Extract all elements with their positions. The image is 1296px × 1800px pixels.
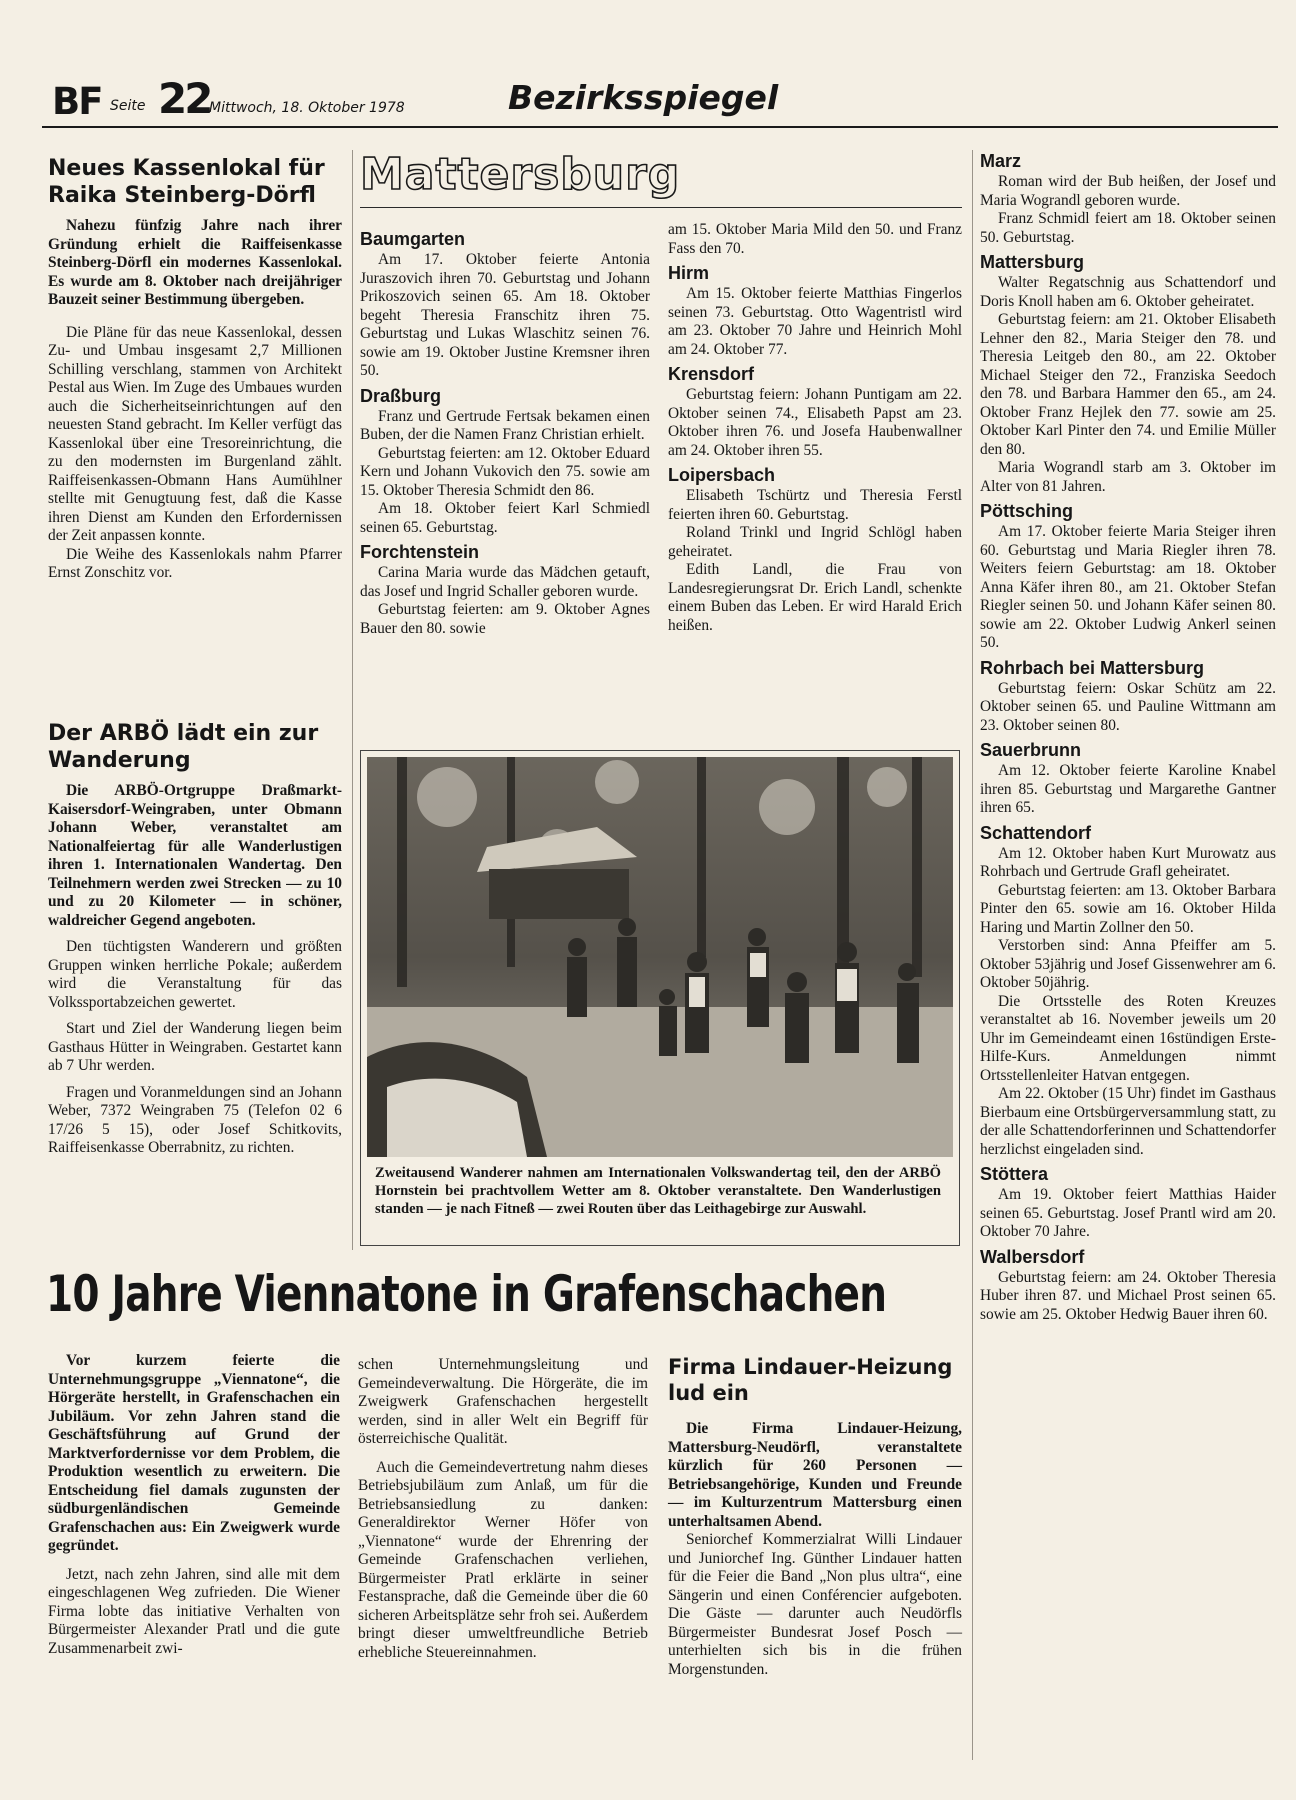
kassenlokal-lead: Nahezu fünfzig Jahre nach ihrer Gründung erhielt die Raiffeisenkasse Steinberg-Dörfl ein modernes Kassenlokal. Es wurde am 8. Oktober nach dreijähriger Bauzeit seiner Bestimmung übergeben. xyxy=(48,217,342,308)
place-paragraph: Franz und Gertrude Fertsak bekamen einen Buben, der die Namen Franz Christian erhielt. xyxy=(360,407,650,443)
place-heading: Forchtenstein xyxy=(360,542,480,562)
article-lindauer xyxy=(668,1354,962,1679)
place-heading: Walbersdorf xyxy=(980,1246,1085,1267)
place-paragraph: Am 12. Oktober feierte Karoline Knabel ihren 85. Geburtstag und Margarethe Gantner ihren 65. xyxy=(980,762,1276,816)
place-heading: Stöttera xyxy=(980,1164,1049,1184)
column-rule xyxy=(972,150,973,1760)
viennatone-paragraph: schen Unternehmungsleitung und Gemeindeverwaltung. Die Hörgeräte, die im Zweigwerk Grafenschachen hergestellt werden, sind in aller Welt ein Begriff für österreichische Qualität. xyxy=(358,1356,648,1447)
masthead-date: Mittwoch, 18. Oktober 1978 xyxy=(209,100,405,116)
arbo-paragraph: Start und Ziel der Wanderung liegen beim Gasthaus Hütter in Weingraben. Gestartet kann ab 7 Uhr werden. xyxy=(48,1020,342,1074)
masthead-logo: BF xyxy=(52,80,102,123)
place-paragraph: Am 22. Oktober (15 Uhr) findet im Gasthaus Bierbaum eine Ortsbürgerversammlung statt, zu der alle Schattendorferinnen und Schattendorfer herzlichst eingeladen sind. xyxy=(980,1085,1276,1158)
place-paragraph: Maria Wograndl starb am 3. Oktober im Alter von 81 Jahren. xyxy=(980,459,1276,495)
mattersburg-column-1 xyxy=(360,224,650,638)
place-paragraph: Carina Maria wurde das Mädchen getauft, das Josef und Ingrid Schaller geboren wurde. xyxy=(360,564,650,600)
arbo-paragraph: Fragen und Voranmeldungen sind an Johann Weber, 7372 Weingraben 75 (Telefon 02 6 17/26 5 15), oder Josef Schitkovits, Raiffeisenkasse Oberrabnitz, zu richten. xyxy=(48,1083,342,1156)
article-kassenlokal xyxy=(48,155,342,583)
lindauer-headline: Firma Lindauer-Heizung lud ein xyxy=(668,1355,953,1405)
lindauer-lead: Die Firma Lindauer-Heizung, Mattersburg-Neudörfl, veranstaltete kürzlich für 260 Personen — Betriebsangehörige, Kunden und Freunde — im Kulturzentrum Mattersburg einen unterhaltsamen Abend. xyxy=(668,1420,962,1530)
place-paragraph: Am 15. Oktober feierte Matthias Fingerlos seinen 73. Geburtstag. Otto Wagentristl wird am 23. Oktober 70 Jahre und Heinrich Mohl am 24. Oktober 77. xyxy=(668,285,962,358)
photo-caption: Zweitausend Wanderer nahmen am Internationalen Volkswandertag teil, den der ARBÖ Hornstein bei prachtvollem Wetter am 8. Oktober veranstaltete. Den Wanderlustigen standen — je nach Fitneß — zwei Routen über das Leithagebirge zur Auswahl. xyxy=(375,1165,941,1217)
right-column xyxy=(980,146,1276,1324)
place-heading: Baumgarten xyxy=(360,229,466,249)
place-paragraph: Am 17. Oktober feierte Antonia Juraszovich ihren 70. Geburtstag und Johann Prikoszovich seinen 65. Am 18. Oktober begeht Theresia Franschitz ihren 75. Geburtstag und Lukas Wlaschitz seinen 76. sowie am 19. Oktober Justine Kremsner ihren 50. xyxy=(360,251,650,379)
place-heading: Rohrbach bei Mattersburg xyxy=(980,657,1205,678)
article-arbo xyxy=(48,720,342,1158)
place-paragraph: Am 12. Oktober haben Kurt Murowatz aus Rohrbach und Gertrude Grafl geheiratet. xyxy=(980,844,1276,880)
place-heading: Mattersburg xyxy=(980,252,1085,272)
place-paragraph: Die Ortsstelle des Roten Kreuzes veranstaltet ab 16. November jeweils um 20 Uhr im Gemeindeamt einen 16stündigen Erste-Hilfe-Kurs. Anmeldungen nimmt Ortsstellenleiter Hatvan entgegen. xyxy=(980,992,1276,1084)
place-paragraph: Geburtstag feierten: am 13. Oktober Barbara Pinter den 65. sowie am 16. Oktober Hilda Haring und Martin Zollner den 50. xyxy=(980,881,1276,936)
place-heading: Krensdorf xyxy=(668,364,755,384)
place-paragraph: Am 18. Oktober feiert Karl Schmiedl seinen 65. Geburtstag. xyxy=(360,500,650,536)
page-number: 22 xyxy=(158,74,211,123)
place-paragraph: Geburtstag feiern: am 24. Oktober Theresia Huber ihren 87. und Michael Prost seinen 65. sowie am 25. Oktober Hedwig Bauer ihren 60. xyxy=(980,1268,1276,1323)
lindauer-paragraph: Seniorchef Kommerzialrat Willi Lindauer und Juniorchef Ing. Günther Lindauer hatten für die Feier die Band „Non plus ultra“, eine Sängerin und einen Conférencier aufgeboten. Die Gäste — darunter auch Neudörfls Bürgermeister Bundesrat Josef Posch — unterhielten sich bis in die frühen Morgenstunden. xyxy=(668,1531,962,1678)
masthead xyxy=(42,74,1278,126)
arbo-headline: Der ARBÖ lädt ein zur Wanderung xyxy=(48,721,319,773)
mattersburg-column-2 xyxy=(668,221,962,635)
column-rule xyxy=(352,150,353,1250)
photo-image xyxy=(367,757,953,1157)
place-paragraph: Roland Trinkl und Ingrid Schlögl haben geheiratet. xyxy=(668,524,962,560)
section-title: Bezirksspiegel xyxy=(508,78,779,117)
place-paragraph: Verstorben sind: Anna Pfeiffer am 5. Oktober 53jährig und Josef Gissenwehrer am 6. Oktober 50jährig. xyxy=(980,937,1276,991)
masthead-rule xyxy=(42,126,1278,128)
place-paragraph: Edith Landl, die Frau von Landesregierungsrat Dr. Erich Landl, schenkte einem Buben das Leben. Er wird Harald Erich heißen. xyxy=(668,561,962,634)
place-paragraph: Elisabeth Tschürtz und Theresia Ferstl feierten ihren 60. Geburtstag. xyxy=(668,487,962,523)
mattersburg-rule xyxy=(360,207,962,208)
viennatone-paragraph: Auch die Gemeindevertretung nahm dieses Betriebsjubiläum zum Anlaß, um für die Betriebsansiedlung zu danken: Generaldirektor Werner Höfer von „Viennatone“ wurde der Ehrenring der Gemeinde Grafenschachen verliehen, Bürgermeister Pratl erklärte in seiner Festansprache, daß die Gemeinde über die 60 sicheren Arbeitsplätze sehr froh sei. Außerdem bringt dieser umweltfreundliche Betrieb erhebliche Steuereinnahmen. xyxy=(358,1458,648,1661)
place-paragraph: Geburtstag feiern: Oskar Schütz am 22. Oktober seinen 65. und Pauline Wittmann am 23. Oktober seinen 80. xyxy=(980,679,1276,734)
place-paragraph: Franz Schmidl feiert am 18. Oktober seinen 50. Geburtstag. xyxy=(980,210,1276,246)
viennatone-headline: 10 Jahre Viennatone in Grafenschachen xyxy=(46,1265,887,1323)
place-heading: Loipersbach xyxy=(668,465,776,485)
mattersburg-title: Mattersburg xyxy=(360,149,681,200)
viennatone-lead: Vor kurzem feierte die Unternehmungsgruppe „Viennatone“, die Hörgeräte herstellt, in Grafenschachen ein Jubiläum. Vor zehn Jahren stand die Geschäftsführung auf Grund der Marktverfordernisse vor dem Problem, die Produktion wesentlich zu erweitern. Die Entscheidung fiel damals zugunsten der südburgenländischen Gemeinde Grafenschachen aus: Ein Zweigwerk wurde gegründet. xyxy=(48,1352,340,1554)
place-paragraph: am 15. Oktober Maria Mild den 50. und Franz Fass den 70. xyxy=(668,221,962,257)
place-heading: Hirm xyxy=(668,263,710,283)
place-paragraph: Am 17. Oktober feierte Maria Steiger ihren 60. Geburtstag und Maria Riegler ihren 78. Weiters feiern Geburtstag: am 18. Oktober Anna Käfer ihren 80., am 21. Oktober Stefan Riegler seinen 50. und Johann Käfer seinen 80. sowie am 22. Oktober Ludwig Ankerl seinen 50. xyxy=(980,523,1276,651)
page-label: Seite xyxy=(110,98,146,114)
viennatone-paragraph: Jetzt, nach zehn Jahren, sind alle mit dem eingeschlagenen Weg zufrieden. Die Wiener Firma lobte das initiative Verhalten von Bürgermeister Alexander Pratl und die gute Zusammenarbeit zwi- xyxy=(48,1565,340,1657)
place-paragraph: Am 19. Oktober feiert Matthias Haider seinen 65. Geburtstag. Josef Prantl wird am 20. Oktober 70 Jahre. xyxy=(980,1186,1276,1240)
place-paragraph: Roman wird der Bub heißen, der Josef und Maria Wograndl geboren wurde. xyxy=(980,173,1276,209)
place-heading: Pöttsching xyxy=(980,501,1073,521)
place-paragraph: Walter Regatschnig aus Schattendorf und Doris Knoll haben am 6. Oktober geheiratet. xyxy=(980,274,1276,310)
kassenlokal-headline: Neues Kassenlokal für Raika Steinberg-Dörfl xyxy=(48,156,325,208)
arbo-lead: Die ARBÖ-Ortgruppe Draßmarkt-Kaisersdorf-Weingraben, unter Obmann Johann Weber, veranstaltet am Nationalfeiertag für alle Wanderlustigen ihren 1. Internationalen Wandertag. Den Teilnehmern werden zwei Strecken — zu 10 und zu 20 Kilometer — in schöner, waldreicher Gegend angeboten. xyxy=(48,782,342,929)
place-heading: Schattendorf xyxy=(980,822,1092,843)
viennatone-column-2 xyxy=(358,1356,648,1662)
place-paragraph: Geburtstag feiern: Johann Puntigam am 22. Oktober seinen 74., Elisabeth Papst am 23. Oktober ihren 76. und Josefa Haubenwallner am 24. Oktober ihren 55. xyxy=(668,386,962,459)
place-paragraph: Geburtstag feierten: am 9. Oktober Agnes Bauer den 80. sowie xyxy=(360,601,650,637)
kassenlokal-paragraph: Die Weihe des Kassenlokals nahm Pfarrer Ernst Zonschitz vor. xyxy=(48,545,342,581)
kassenlokal-paragraph: Die Pläne für das neue Kassenlokal, dessen Zu- und Umbau insgesamt 2,7 Millionen Schilling verschlang, stammen von Architekt Pestal aus Wien. Im Zuge des Umbaues wurden auch die Sicherheitseinrichtungen auf den neuesten Stand gebracht. Im Keller verfügt das Kassenlokal über eine Tresoreinrichtung, die zu den modernsten im Burgenland zählt. Raiffeisenkassen-Obmann Hans Aumühlner stellte mit Genugtuung fest, daß die Kasse ihren Dienst am Kunden den Erfordernissen der Zeit anpassen konnte. xyxy=(48,323,343,544)
photo-frame xyxy=(360,750,960,1246)
viennatone-column-1 xyxy=(48,1352,340,1658)
place-heading: Marz xyxy=(980,151,1022,171)
place-heading: Sauerbrunn xyxy=(980,740,1082,760)
place-paragraph: Geburtstag feierten: am 12. Oktober Eduard Kern und Johann Vukovich den 75. sowie am 15. Oktober Theresia Schmidt den 86. xyxy=(360,444,650,499)
place-heading: Draßburg xyxy=(360,385,441,406)
place-paragraph: Geburtstag feiern: am 21. Oktober Elisabeth Lehner den 82., Maria Steiger den 78. und Theresia Leitgeb den 80., am 22. Oktober Michael Steiger den 72., Franziska Seedoch den 78. und Barbara Hammer den 65., am 24. Oktober Franz Hejlek den 77. sowie am 25. Oktober Karl Pinter den 74. und Emilie Müller den 80. xyxy=(980,311,1276,458)
arbo-paragraph: Den tüchtigsten Wanderern und größten Gruppen winken herrliche Pokale; außerdem wird die Veranstaltung für das Volkssportabzeichen gewertet. xyxy=(48,938,342,1011)
